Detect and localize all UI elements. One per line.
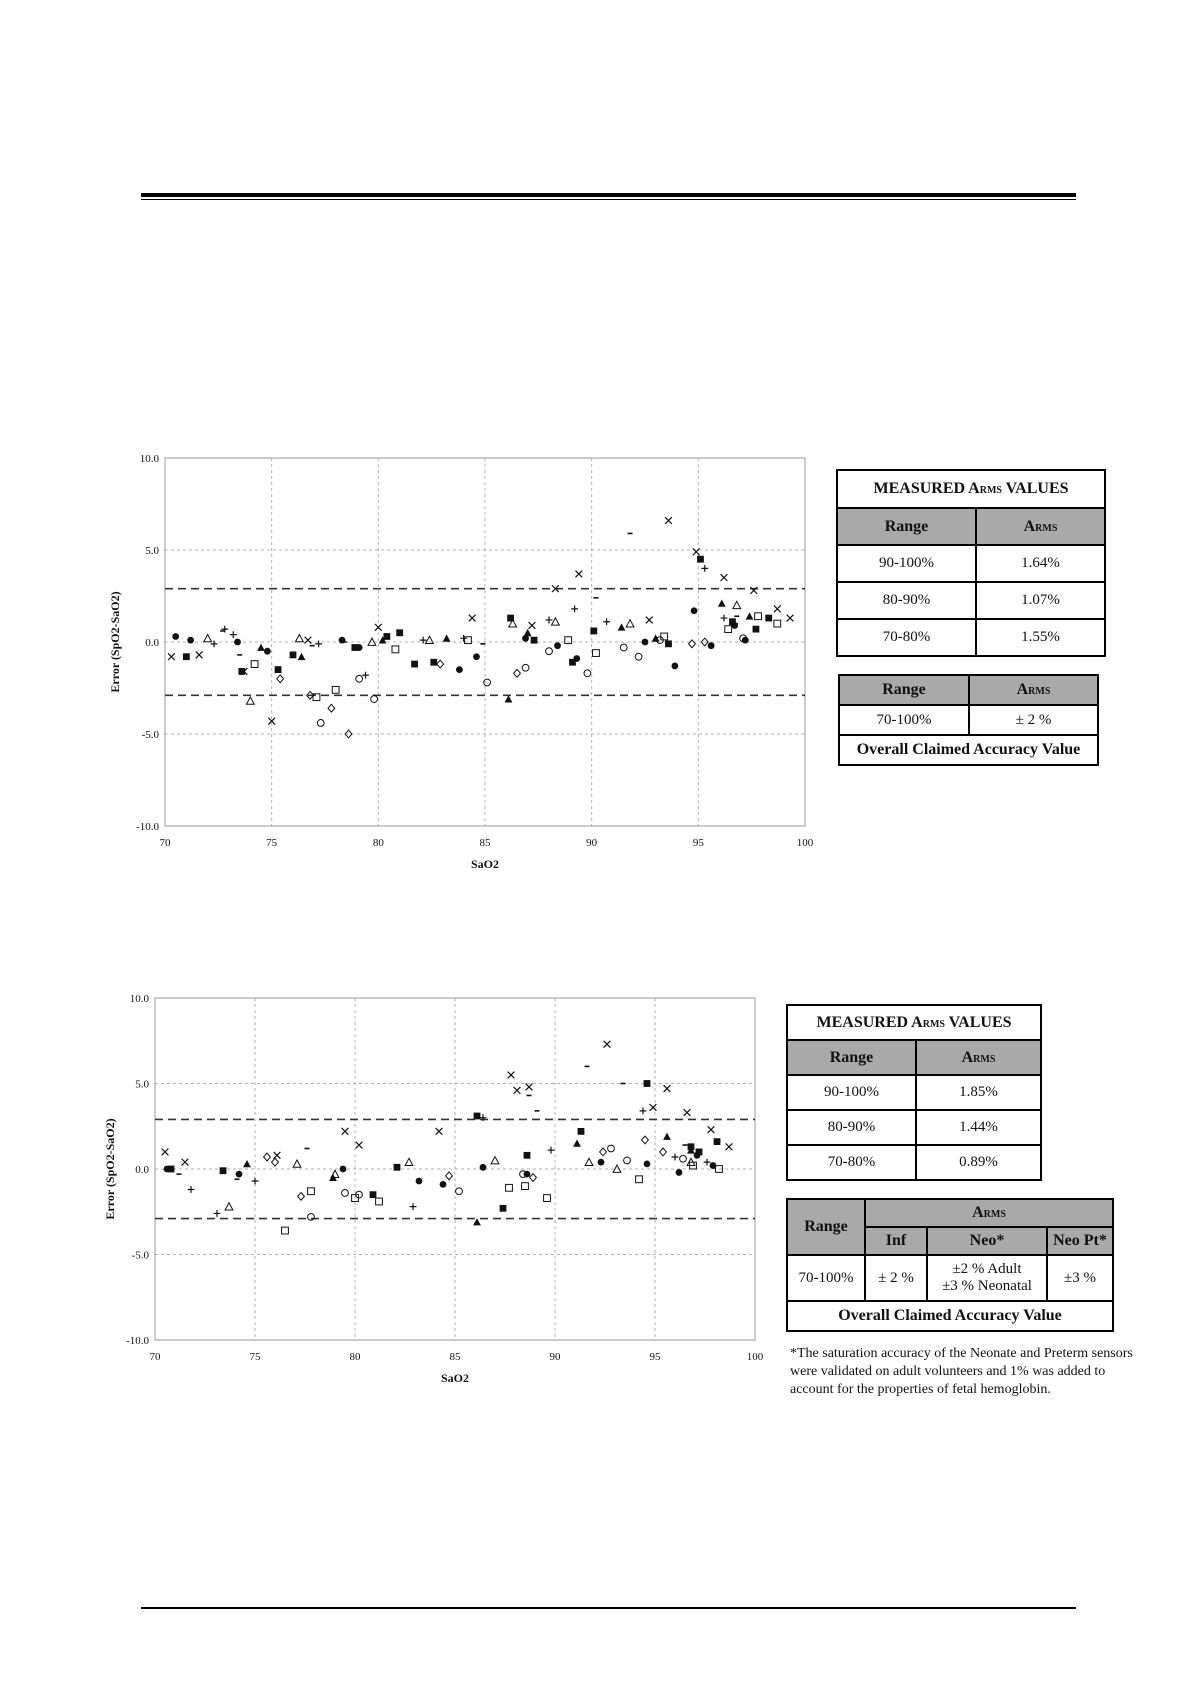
data-point	[183, 653, 190, 660]
data-point	[416, 1178, 423, 1185]
data-point	[696, 1149, 703, 1156]
data-point	[342, 1190, 349, 1197]
col-header-neo: Neo*	[927, 1227, 1047, 1255]
data-point	[376, 1198, 383, 1205]
data-point	[440, 1181, 447, 1188]
data-point	[548, 1147, 555, 1154]
data-point	[430, 659, 437, 666]
y-tick-label: -10.0	[136, 821, 159, 833]
data-point	[753, 626, 760, 633]
table-row: 70-100% ± 2 %	[839, 705, 1098, 735]
data-point	[298, 653, 306, 660]
data-point	[665, 517, 672, 524]
scatter-chart-2	[100, 988, 780, 1398]
data-point	[437, 660, 444, 668]
y-axis-label: Error (SpO2-SaO2)	[103, 1118, 117, 1220]
table-row: 90-100% 1.85%	[787, 1075, 1041, 1110]
table-title: MEASURED ARMS VALUES	[837, 470, 1105, 508]
data-point	[554, 642, 561, 649]
data-point	[664, 1085, 671, 1092]
data-point	[552, 618, 560, 625]
x-tick-label: 100	[746, 1351, 764, 1363]
data-point	[774, 620, 781, 627]
data-point	[394, 1164, 401, 1171]
data-point	[593, 650, 600, 657]
table-row: 80-90% 1.07%	[837, 582, 1105, 619]
data-point	[234, 639, 241, 646]
data-point	[708, 1126, 715, 1133]
header-rule-thick	[141, 193, 1076, 197]
data-point	[275, 666, 282, 673]
data-point	[225, 1203, 233, 1210]
x-tick-label: 80	[372, 837, 384, 849]
data-point	[293, 1160, 301, 1167]
data-point	[697, 556, 704, 563]
data-point	[362, 672, 369, 679]
data-point	[721, 615, 728, 622]
measured-arms-table-2	[786, 1004, 1042, 1181]
data-point	[642, 1136, 649, 1144]
data-point	[708, 642, 715, 649]
x-tick-label: 95	[649, 1351, 661, 1363]
data-point	[635, 653, 642, 660]
data-point	[644, 1080, 651, 1087]
data-point	[746, 612, 754, 619]
data-point	[714, 1138, 721, 1145]
data-point	[689, 640, 696, 648]
data-point	[474, 1113, 481, 1120]
x-tick-label: 70	[149, 1351, 161, 1363]
data-point	[392, 646, 399, 653]
data-point	[182, 1159, 189, 1166]
data-point	[774, 605, 781, 612]
data-point	[508, 1072, 515, 1079]
data-point	[544, 1195, 551, 1202]
col-header-range: Range	[787, 1040, 916, 1075]
data-point	[725, 626, 732, 633]
data-point	[755, 613, 762, 620]
data-point	[328, 704, 335, 712]
data-point	[524, 1171, 531, 1178]
col-header-arms: ARMS	[916, 1040, 1041, 1075]
data-point	[636, 1176, 643, 1183]
data-point	[530, 1174, 537, 1182]
data-point	[765, 615, 772, 622]
table-row: 90-100% 1.64%	[837, 545, 1105, 582]
data-point	[590, 628, 597, 635]
x-tick-label: 95	[692, 837, 704, 849]
data-point	[317, 720, 324, 727]
data-point	[446, 1172, 453, 1180]
y-axis-label: Error (SpO2-SaO2)	[108, 591, 122, 693]
table-title: MEASURED ARMS VALUES	[787, 1005, 1041, 1040]
y-tick-label: 0.0	[145, 637, 159, 649]
col-header-arms: ARMS	[969, 675, 1098, 705]
data-point	[787, 615, 794, 622]
data-point	[526, 1084, 533, 1091]
data-point	[742, 637, 749, 644]
data-point	[214, 1210, 221, 1217]
data-point	[618, 623, 626, 630]
data-point	[251, 661, 258, 668]
data-point	[371, 696, 378, 703]
data-point	[196, 651, 203, 658]
data-point	[531, 637, 538, 644]
data-point	[608, 1145, 615, 1152]
x-tick-label: 90	[549, 1351, 561, 1363]
data-point	[522, 1183, 529, 1190]
data-point	[600, 1148, 607, 1156]
data-point	[257, 644, 265, 651]
data-point	[524, 629, 532, 636]
data-point	[204, 634, 212, 641]
data-point	[522, 664, 529, 671]
x-tick-label: 90	[586, 837, 598, 849]
col-header-inf: Inf	[865, 1227, 927, 1255]
data-point	[187, 637, 194, 644]
data-point	[676, 1169, 683, 1176]
data-point	[661, 633, 668, 640]
data-point	[529, 622, 536, 629]
data-point	[460, 635, 467, 642]
y-tick-label: 0.0	[135, 1164, 149, 1176]
data-point	[505, 695, 513, 702]
data-point	[585, 1158, 593, 1165]
data-point	[436, 1128, 443, 1135]
data-point	[733, 601, 741, 608]
claimed-accuracy-table-1	[838, 674, 1099, 766]
y-tick-label: -5.0	[141, 729, 159, 741]
x-axis-label: SaO2	[470, 857, 500, 871]
data-point	[356, 675, 363, 682]
x-tick-label: 85	[479, 837, 491, 849]
x-tick-label: 100	[796, 837, 814, 849]
data-point	[640, 1107, 647, 1114]
data-point	[370, 1191, 377, 1198]
data-point	[663, 1133, 671, 1140]
data-point	[575, 571, 582, 578]
data-point	[308, 1188, 315, 1195]
data-point	[236, 1171, 243, 1178]
data-point	[573, 1139, 581, 1146]
table-footer: Overall Claimed Accuracy Value	[787, 1301, 1113, 1331]
col-header-arms: ARMS	[976, 508, 1105, 545]
data-point	[332, 686, 339, 693]
y-tick-label: 5.0	[135, 1078, 149, 1091]
data-point	[264, 648, 271, 655]
data-point	[340, 1166, 347, 1173]
header-rule-thin	[141, 199, 1076, 200]
data-point	[411, 661, 418, 668]
data-point	[565, 637, 572, 644]
data-point	[701, 565, 708, 572]
data-point	[500, 1205, 507, 1212]
data-point	[569, 659, 576, 666]
data-point	[168, 653, 175, 660]
data-point	[315, 640, 322, 647]
data-point	[351, 644, 358, 651]
table-row: 70-100% ± 2 % ±2 % Adult ±3 % Neonatal ±3 %	[787, 1255, 1113, 1301]
x-tick-label: 80	[349, 1351, 361, 1363]
data-point	[305, 637, 312, 644]
data-point	[246, 697, 254, 704]
footer-rule	[141, 1607, 1076, 1609]
data-point	[626, 620, 634, 627]
scatter-chart-1	[105, 448, 825, 878]
data-point	[469, 615, 476, 622]
data-point	[298, 1192, 305, 1200]
col-header-range: Range	[837, 508, 976, 545]
data-point	[718, 599, 726, 606]
data-point	[571, 605, 578, 612]
x-tick-label: 75	[249, 1351, 261, 1363]
data-point	[443, 634, 451, 641]
data-point	[277, 675, 284, 683]
data-point	[546, 617, 553, 624]
data-point	[420, 637, 427, 644]
table-footer: Overall Claimed Accuracy Value	[839, 735, 1098, 765]
data-point	[282, 1227, 289, 1234]
data-point	[584, 670, 591, 677]
data-point	[684, 1109, 691, 1116]
data-point	[342, 1128, 349, 1135]
data-point	[598, 1159, 605, 1166]
y-tick-label: -5.0	[131, 1249, 149, 1262]
x-axis-label: SaO2	[440, 1371, 470, 1385]
data-point	[220, 1167, 227, 1174]
data-point	[644, 1160, 651, 1167]
data-point	[375, 624, 382, 631]
x-tick-label: 70	[159, 837, 171, 849]
col-header-neo-pt: Neo Pt*	[1047, 1227, 1113, 1255]
y-tick-label: 5.0	[145, 545, 159, 557]
data-point	[672, 1154, 679, 1161]
data-point	[642, 639, 649, 646]
data-point	[691, 607, 698, 614]
data-point	[604, 1041, 611, 1048]
data-point	[603, 618, 610, 625]
table-row: 70-80% 1.55%	[837, 619, 1105, 656]
data-point	[620, 644, 627, 651]
data-point	[296, 634, 304, 641]
data-point	[704, 1159, 711, 1166]
data-point	[680, 1155, 687, 1162]
data-point	[410, 1203, 417, 1210]
data-point	[396, 629, 403, 636]
data-point	[290, 651, 297, 658]
data-point	[652, 634, 660, 641]
x-tick-label: 75	[266, 837, 278, 849]
y-tick-label: 10.0	[129, 993, 149, 1005]
data-point	[168, 1166, 175, 1173]
data-point	[660, 1148, 667, 1156]
data-point	[624, 1157, 631, 1164]
data-point	[188, 1186, 195, 1193]
data-point	[162, 1149, 169, 1156]
data-point	[456, 666, 463, 673]
table-row: 70-80% 0.89%	[787, 1145, 1041, 1180]
footnote: *The saturation accuracy of the Neonate and Preterm sensors were validated on adult volunteers and 1% was added to account for the properties of fetal hemoglobin.	[790, 1346, 1133, 1397]
data-point	[272, 1158, 279, 1166]
data-point	[243, 1160, 251, 1167]
data-point	[383, 633, 390, 640]
data-point	[646, 617, 653, 624]
measured-arms-table-1	[836, 469, 1106, 657]
col-header-arms-group: ARMS	[865, 1199, 1113, 1227]
data-point	[274, 1152, 281, 1159]
data-point	[693, 548, 700, 555]
data-point	[514, 669, 521, 677]
data-point	[506, 1184, 513, 1191]
data-point	[356, 1142, 363, 1149]
data-point	[405, 1158, 413, 1165]
data-point	[491, 1157, 499, 1164]
table-row: 80-90% 1.44%	[787, 1110, 1041, 1145]
data-point	[456, 1188, 463, 1195]
data-point	[578, 1128, 585, 1135]
x-tick-label: 85	[449, 1351, 461, 1363]
data-point	[252, 1178, 259, 1185]
data-point	[230, 631, 237, 638]
claimed-accuracy-table-2	[786, 1198, 1114, 1332]
data-point	[546, 648, 553, 655]
data-point	[665, 640, 672, 647]
col-header-range: Range	[839, 675, 969, 705]
data-point	[172, 633, 179, 640]
y-tick-label: 10.0	[139, 453, 159, 465]
data-point	[671, 663, 678, 670]
data-point	[480, 1164, 487, 1171]
col-header-range: Range	[787, 1199, 865, 1255]
data-point	[473, 653, 480, 660]
data-point	[514, 1087, 521, 1094]
data-point	[721, 574, 728, 581]
data-point	[726, 1143, 733, 1150]
data-point	[264, 1153, 271, 1161]
data-point	[524, 1152, 531, 1159]
y-tick-label: -10.0	[126, 1335, 149, 1347]
